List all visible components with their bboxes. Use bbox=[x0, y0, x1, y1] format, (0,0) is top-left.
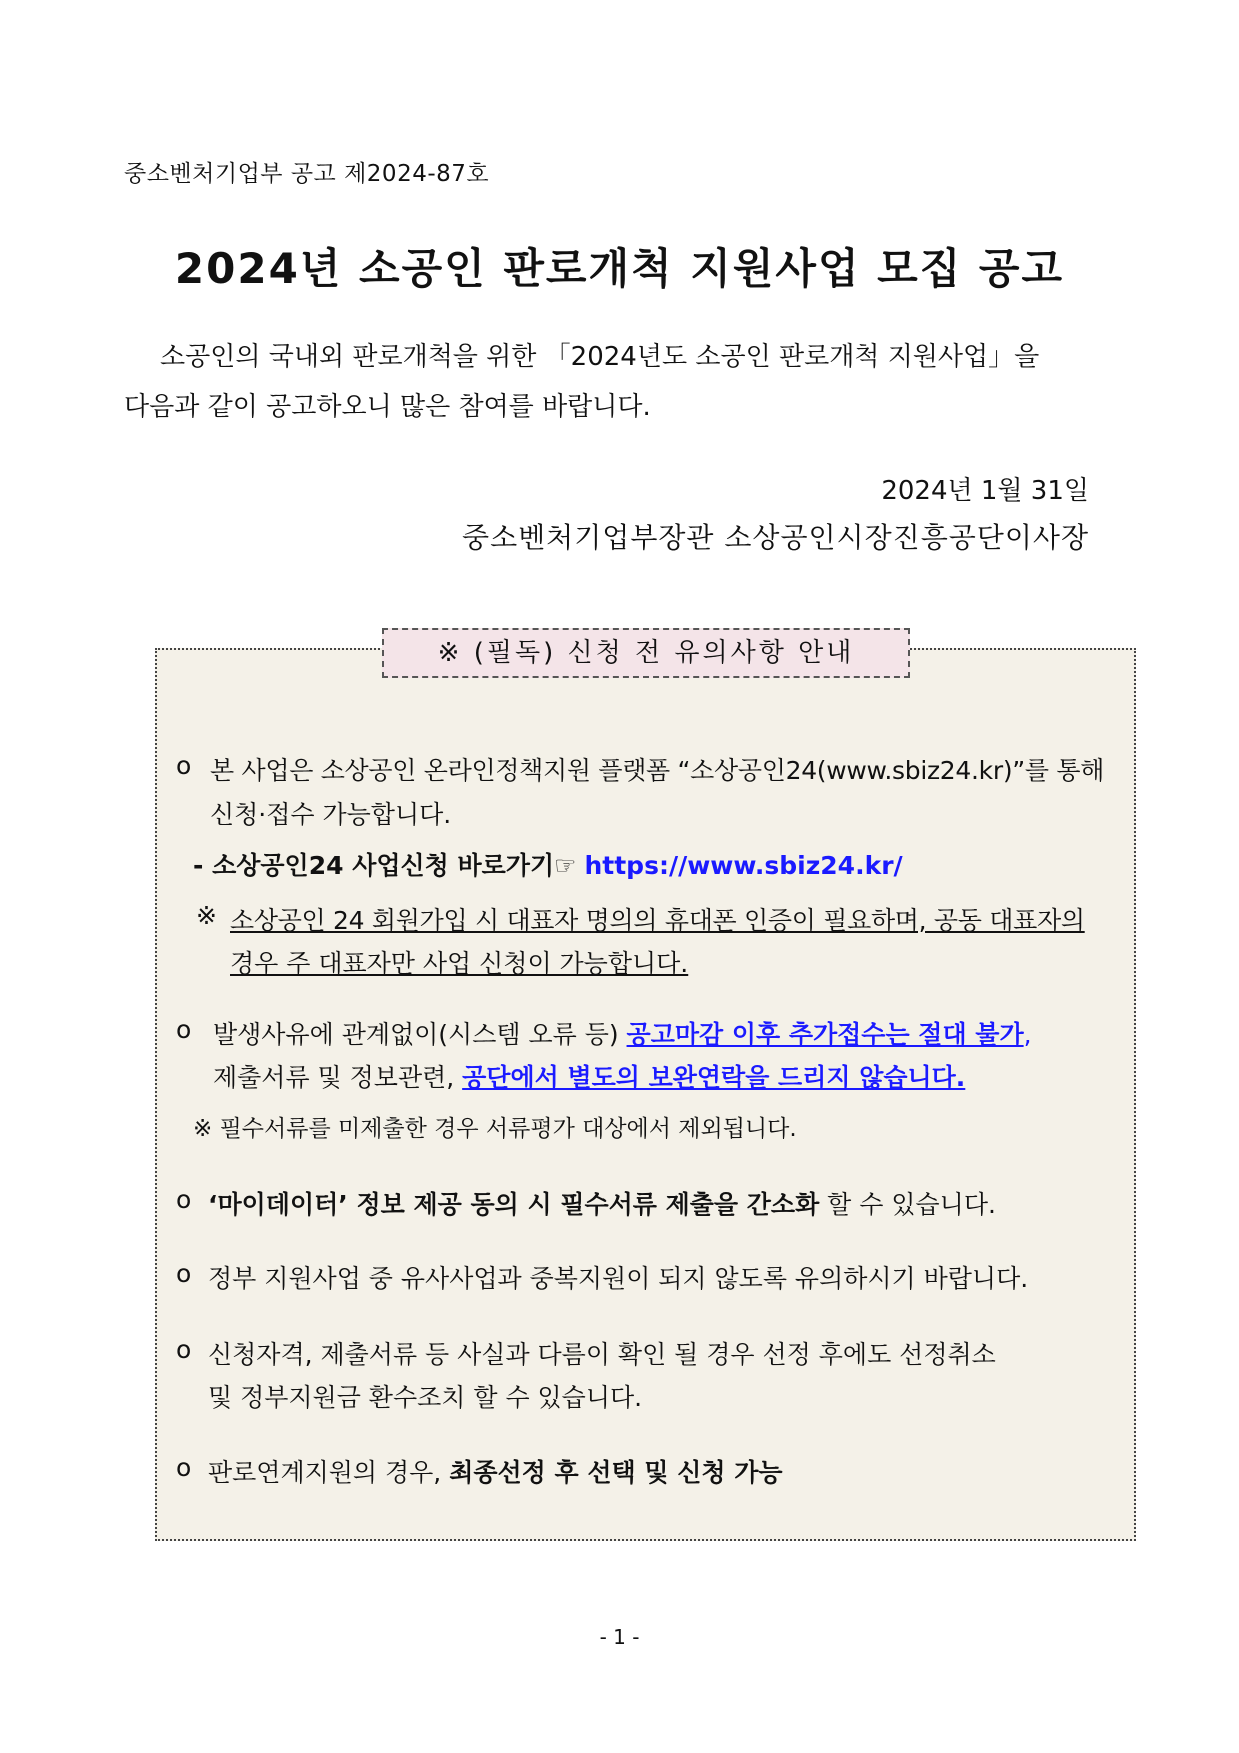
sbiz24-link-row bbox=[193, 846, 903, 882]
item2-line1 bbox=[213, 1015, 1032, 1051]
intro-line-2: 다음과 같이 공고하오니 많은 참여를 바랍니다. bbox=[124, 392, 651, 422]
page-title: 2024년 소공인 판로개척 지원사업 모집 공고 bbox=[174, 244, 1065, 293]
item6 bbox=[208, 1453, 783, 1489]
item2-line2 bbox=[213, 1058, 965, 1094]
item1-line1: 본 사업은 소상공인 온라인정책지원 플랫폼 “소상공인24(www.sbiz24.kr)”를 통해 bbox=[210, 756, 1105, 785]
announcement-date: 2024년 1월 31일 bbox=[881, 476, 1089, 506]
notice-header: ※ (필독) 신청 전 유의사항 안내 bbox=[382, 628, 910, 678]
issuer: 중소벤처기업부장관 소상공인시장진흥공단이사장 bbox=[462, 521, 1089, 554]
item2-note: ※ 필수서류를 미제출한 경우 서류평가 대상에서 제외됩니다. bbox=[193, 1116, 797, 1142]
item1-note-line1: 소상공인 24 회원가입 시 대표자 명의의 휴대폰 인증이 필요하며, 공동 대표자의 bbox=[230, 906, 1085, 935]
item6-bold: 최종선정 후 선택 및 신청 가능 bbox=[449, 1458, 783, 1487]
pointing-hand-icon: ☞ bbox=[554, 851, 577, 880]
page-number: - 1 - bbox=[599, 1625, 640, 1649]
item1-note-line2: 경우 주 대표자만 사업 신청이 가능합니다. bbox=[230, 949, 689, 978]
bullet-1: o bbox=[176, 751, 192, 780]
item3-plain: 할 수 있습니다. bbox=[819, 1190, 996, 1219]
item6-plain: 판로연계지원의 경우, bbox=[208, 1458, 450, 1487]
item5-line1: 신청자격, 제출서류 등 사실과 다름이 확인 될 경우 선정 후에도 선정취소 bbox=[208, 1340, 996, 1369]
link-dash: - bbox=[193, 851, 213, 880]
bullet-3: o bbox=[176, 1185, 192, 1214]
sbiz24-link-url[interactable]: https://www.sbiz24.kr/ bbox=[584, 851, 903, 880]
item1-note-mark: ※ bbox=[196, 901, 217, 930]
item1-line2: 신청·접수 가능합니다. bbox=[210, 800, 452, 829]
item4: 정부 지원사업 중 유사사업과 중복지원이 되지 않도록 유의하시기 바랍니다. bbox=[208, 1264, 1029, 1293]
item3 bbox=[208, 1185, 996, 1221]
item3-bold: ‘마이데이터’ 정보 제공 동의 시 필수서류 제출을 간소화 bbox=[208, 1190, 820, 1219]
bullet-4: o bbox=[176, 1259, 192, 1288]
item2-no-supplement-warning: 공단에서 별도의 보완연락을 드리지 않습니다. bbox=[462, 1063, 966, 1092]
item2-line2-plain: 제출서류 및 정보관련, bbox=[213, 1063, 463, 1092]
item2-line1-plain: 발생사유에 관계없이(시스템 오류 등) bbox=[213, 1020, 627, 1049]
item5-line2: 및 정부지원금 환수조치 할 수 있습니다. bbox=[208, 1383, 643, 1412]
bullet-5: o bbox=[176, 1335, 192, 1364]
sbiz24-link-label[interactable]: 소상공인24 사업신청 바로가기 bbox=[212, 851, 555, 880]
item2-comma: , bbox=[1023, 1020, 1032, 1049]
item2-deadline-warning: 공고마감 이후 추가접수는 절대 불가 bbox=[626, 1020, 1024, 1049]
intro-line-1: 소공인의 국내외 판로개척을 위한 「2024년도 소공인 판로개척 지원사업」을 bbox=[160, 342, 1040, 372]
bullet-2: o bbox=[176, 1015, 192, 1044]
bullet-6: o bbox=[176, 1453, 192, 1482]
doc-number: 중소벤처기업부 공고 제2024-87호 bbox=[124, 161, 490, 187]
